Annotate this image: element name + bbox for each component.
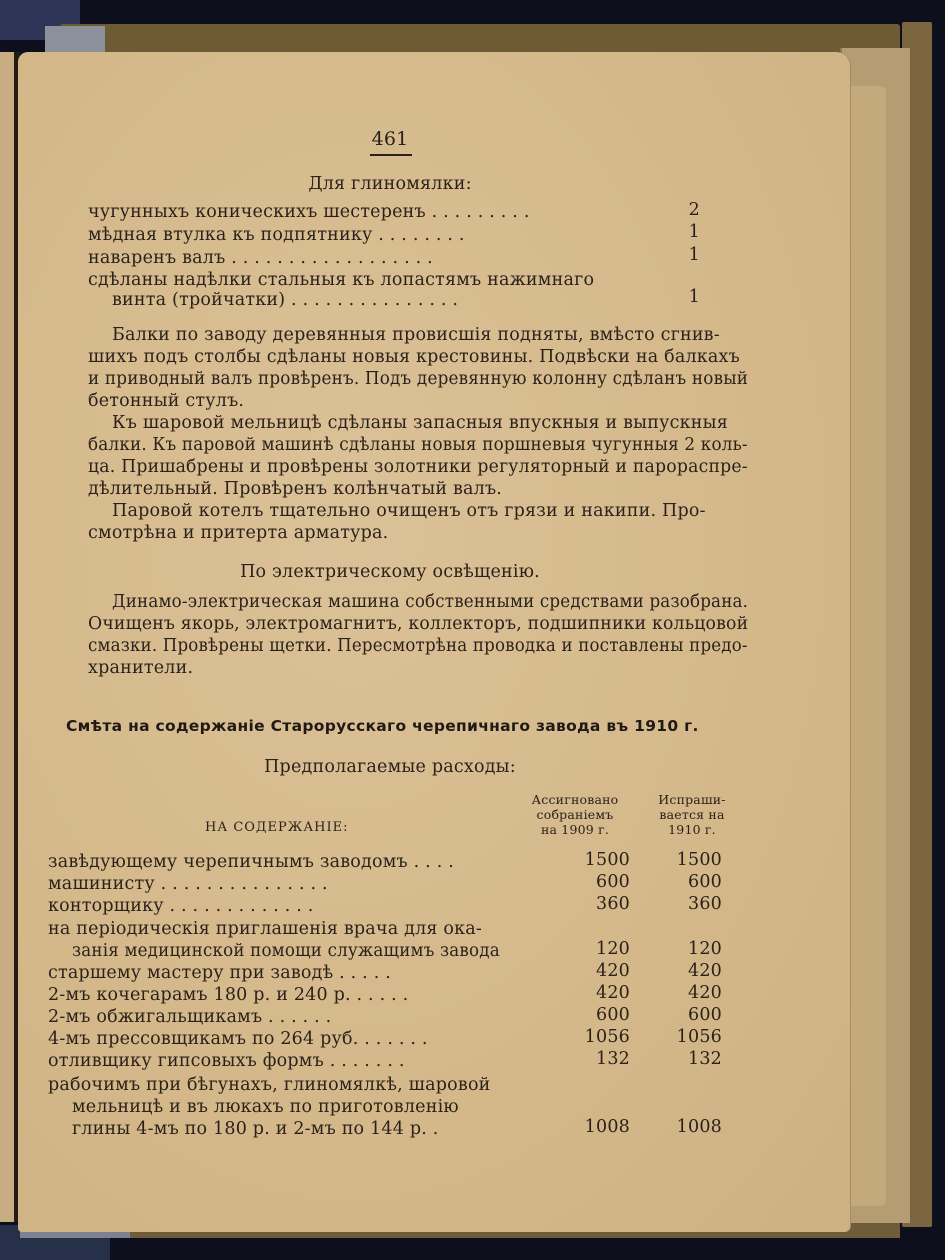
table-row-label: мельницѣ и въ люкахъ по приготовленію — [72, 1097, 459, 1117]
paragraph-line: Очищенъ якорь, электромагнитъ, коллекторъ, подшипники кольцовой — [88, 614, 749, 634]
col-header-line: 1910 г. — [668, 822, 716, 837]
table-cell-1909: 600 — [595, 872, 630, 892]
table-cell-1910: 600 — [687, 872, 722, 892]
col-header-1910 — [647, 792, 737, 837]
table-cell-1910: 1500 — [676, 850, 722, 870]
table-row-label: старшему мастеру при заводѣ . . . . . — [48, 963, 391, 983]
table-cell-1910: 420 — [687, 961, 722, 981]
paragraph-line: балки. Къ паровой машинѣ сдѣланы новыя поршневыя чугунныя 2 коль- — [88, 435, 748, 455]
table-cell-1909: 132 — [595, 1049, 630, 1069]
list-item-label: наваренъ валъ . . . . . . . . . . . . . . . . . . — [88, 248, 433, 268]
table-cell-1910: 420 — [687, 983, 722, 1003]
col-header-1909 — [520, 792, 630, 837]
previous-page-edge — [0, 52, 14, 1222]
section-heading-electric: По электрическому освѣщенію. — [240, 562, 540, 582]
table-cell-1909: 1056 — [584, 1027, 630, 1047]
paragraph-line: смотрѣна и притерта арматура. — [88, 523, 389, 543]
table-row-label: на періодическія приглашенія врача для ока- — [48, 919, 483, 939]
estimate-title: Смѣта на содержаніе Старорусскаго черепичнаго завода въ 1910 г. — [66, 717, 699, 735]
list-item-label: сдѣланы надѣлки стальныя къ лопастямъ нажимнаго — [88, 270, 595, 290]
paragraph-line: и приводный валъ провѣренъ. Подъ деревянную колонну сдѣланъ новый — [88, 369, 749, 389]
list-item-label: винта (тройчатки) . . . . . . . . . . . . . . . — [112, 290, 459, 310]
table-cell-1909: 420 — [595, 961, 630, 981]
col-header-line: Испраши- — [658, 792, 726, 807]
table-cell-1909: 120 — [595, 939, 630, 959]
paragraph-line: Къ шаровой мельницѣ сдѣланы запасныя впускныя и выпускныя — [112, 413, 728, 433]
paragraph-line: Динамо-электрическая машина собственными средствами разобрана. — [112, 592, 749, 612]
col-header-line: Ассигновано — [531, 792, 619, 807]
estimate-subtitle: Предполагаемые расходы: — [264, 757, 516, 777]
paragraph-line: дѣлительный. Провѣренъ колѣнчатый валъ. — [88, 479, 503, 499]
list-item-qty: 2 — [688, 200, 700, 220]
col-header-line: вается на — [659, 807, 725, 822]
list-item-label: мѣдная втулка къ подпятнику . . . . . . . . — [88, 225, 465, 245]
list-item-qty: 1 — [688, 287, 700, 307]
list-item-qty: 1 — [688, 222, 700, 242]
col-header-line: на 1909 г. — [540, 822, 610, 837]
table-row-label: рабочимъ при бѣгунахъ, глиномялкѣ, шаровой — [48, 1075, 491, 1095]
page-number-underline — [370, 154, 412, 156]
row-header: НА СОДЕРЖАНІЕ: — [205, 820, 349, 835]
list-item-label: чугунныхъ коническихъ шестеренъ . . . . . . . . . — [88, 202, 530, 222]
table-cell-1909: 1500 — [584, 850, 630, 870]
table-cell-1910: 1056 — [676, 1027, 722, 1047]
paragraph-line: Паровой котелъ тщательно очищенъ отъ грязи и накипи. Про- — [112, 501, 706, 521]
table-row-label: 4-мъ прессовщикамъ по 264 руб. . . . . . . — [48, 1029, 428, 1049]
table-row-label: 2-мъ кочегарамъ 180 р. и 240 р. . . . . . — [48, 985, 409, 1005]
table-row-label: машинисту . . . . . . . . . . . . . . . — [48, 874, 328, 894]
table-cell-1909: 360 — [595, 894, 630, 914]
section-heading-glinomyalka: Для глиномялки: — [308, 174, 472, 194]
table-row-label: отливщику гипсовыхъ формъ . . . . . . . — [48, 1051, 405, 1071]
table-cell-1910: 360 — [687, 894, 722, 914]
table-cell-1910: 600 — [687, 1005, 722, 1025]
table-row-label: завѣдующему черепичнымъ заводомъ . . . . — [48, 852, 454, 872]
paragraph-line: смазки. Провѣрены щетки. Пересмотрѣна проводка и поставлены предо- — [88, 636, 748, 656]
binding-edge-top — [60, 24, 900, 52]
paragraph-line: бетонный стулъ. — [88, 391, 245, 411]
binding-tape-top — [45, 26, 105, 52]
table-cell-1909: 1008 — [584, 1117, 630, 1137]
table-row-label: 2-мъ обжигальщикамъ . . . . . . — [48, 1007, 332, 1027]
table-row-label: занія медицинской помощи служащимъ завода — [72, 941, 500, 961]
table-cell-1910: 1008 — [676, 1117, 722, 1137]
paragraph-line: ца. Пришабрены и провѣрены золотники регуляторный и парораспре- — [88, 457, 748, 477]
col-header-line: собраніемъ — [536, 807, 614, 822]
table-cell-1909: 600 — [595, 1005, 630, 1025]
paragraph-line: шихъ подъ столбы сдѣланы новыя крестовины. Подвѣски на балкахъ — [88, 347, 740, 367]
table-cell-1909: 420 — [595, 983, 630, 1003]
paragraph-line: Балки по заводу деревянныя провисшія подняты, вмѣсто сгнив- — [112, 325, 720, 345]
table-cell-1910: 132 — [687, 1049, 722, 1069]
paragraph-line: хранители. — [88, 658, 194, 678]
page-number: 461 — [371, 128, 409, 150]
list-item-qty: 1 — [688, 245, 700, 265]
table-cell-1910: 120 — [687, 939, 722, 959]
table-row-label: глины 4-мъ по 180 р. и 2-мъ по 144 р. . — [72, 1119, 439, 1139]
table-row-label: конторщику . . . . . . . . . . . . . — [48, 896, 314, 916]
